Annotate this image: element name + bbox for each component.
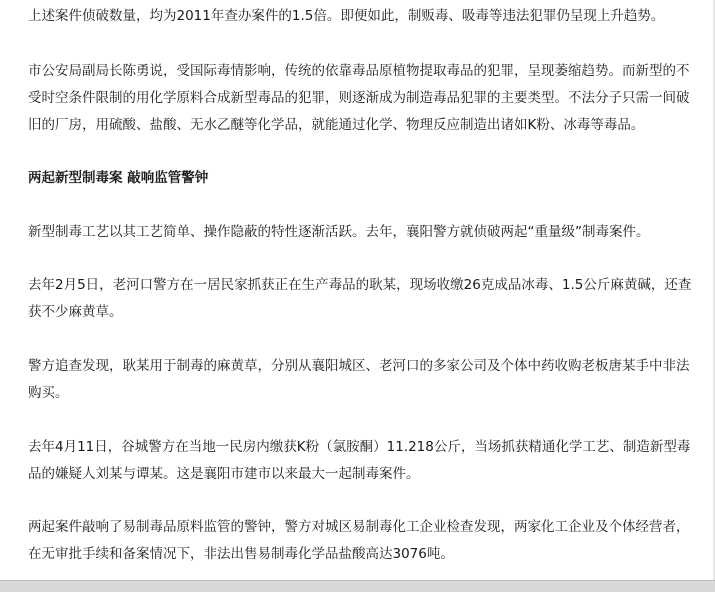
paragraph-new-process: 新型制毒工艺以其工艺简单、操作隐蔽的特性逐渐活跃。去年，襄阳警方就侦破两起“重量级”制毒案件。	[28, 224, 650, 240]
paragraph-drug-trend: 市公安局副局长陈勇说，受国际毒情影响，传统的依靠毒品原植物提取毒品的犯罪，呈现萎缩趋势。而新型的不受时空条件限制的用化学原料合成新型毒品的犯罪，则逐渐成为制造毒品犯罪的主要类型。不法分子只需一间破旧的厂房，用硫酸、盐酸、无水乙醚等化学品，就能通过化学、物理反应制造出诸如K粉、冰毒等毒品。	[28, 63, 690, 133]
paragraph-gucheng-case: 去年4月11日，谷城警方在当地一民房内缴获K粉（氯胺酮）11.218公斤，当场抓获精通化学工艺、制造新型毒品的嫌疑人刘某与谭某。这是襄阳市建市以来最大一起制毒案件。	[28, 439, 691, 482]
horizontal-scrollbar[interactable]	[0, 580, 715, 592]
paragraph-laohekou-case: 去年2月5日，老河口警方在一居民家抓获正在生产毒品的耿某，现场收缴26克成品冰毒、1.5公斤麻黄碱，还查获不少麻黄草。	[28, 277, 692, 320]
paragraph-regulation-warning: 两起案件敲响了易制毒品原料监管的警钟，警方对城区易制毒化工企业检查发现，两家化工企业及个体经营者，在无审批手续和备案情况下，非法出售易制毒化学品盐酸高达3076吨。	[28, 519, 690, 562]
paragraph-ephedra-source: 警方追查发现，耿某用于制毒的麻黄草，分别从襄阳城区、老河口的多家公司及个体中药收购老板唐某手中非法购买。	[28, 358, 690, 401]
paragraph-case-count: 上述案件侦破数量，均为2011年查办案件的1.5倍。即便如此，制贩毒、吸毒等违法犯罪仍呈现上升趋势。	[28, 8, 665, 24]
section-heading: 两起新型制毒案 敲响监管警钟	[28, 170, 209, 186]
